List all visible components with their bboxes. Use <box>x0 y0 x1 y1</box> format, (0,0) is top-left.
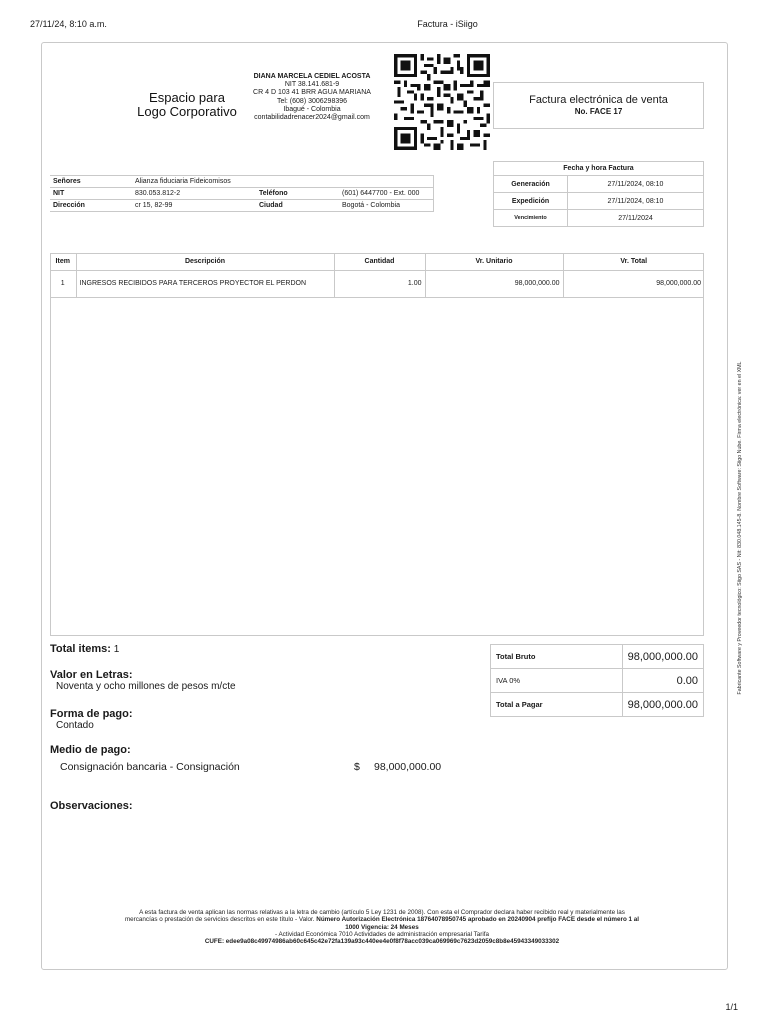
items-table-frame <box>50 253 704 636</box>
issuer-phone: Tel: (608) 3006298396 <box>276 97 348 105</box>
legal-authorization: Número Autorización Electrónica 18764078950745 aprobado en 20240904 prefijo FACE desde el número 1 al <box>316 916 640 924</box>
expedition-value: 27/11/2024, 08:10 <box>568 193 704 210</box>
client-name-label: Señores <box>50 176 132 188</box>
logo-placeholder-line1: Espacio para <box>149 90 225 105</box>
client-name-value: Alianza fiduciaria Fideicomisos <box>132 176 434 188</box>
document-number: No. FACE 17 <box>574 107 623 116</box>
legal-line-4: - Actividad Económica 7010 Actividades de administración empresarial Tarifa <box>274 930 490 938</box>
client-nit-label: NIT <box>50 188 132 200</box>
payment-form-label: Forma de pago: <box>50 708 133 720</box>
amount-in-words <box>50 669 236 692</box>
generation-value: 27/11/2024, 08:10 <box>568 176 704 193</box>
document-title: Factura electrónica de venta <box>529 94 668 106</box>
row-item-number: 1 <box>50 270 76 297</box>
row-total-value: 98,000,000.00 <box>563 270 704 297</box>
client-address-label: Dirección <box>50 200 132 212</box>
legal-line-2-text: mercancías o prestación de servicios descritos en este título - Valor. <box>124 916 315 924</box>
client-nit-value: 830.053.812-2 <box>132 188 256 200</box>
client-phone-value: (601) 6447700 - Ext. 000 <box>339 188 434 200</box>
client-city-value: Bogotá - Colombia <box>339 200 434 212</box>
col-header-item: Item <box>50 253 76 270</box>
invoice-sheet <box>41 42 743 970</box>
payment-means-label: Medio de pago: <box>50 744 131 756</box>
observations-label: Observaciones: <box>50 800 133 812</box>
document-title-box <box>493 82 704 129</box>
col-header-total-value: Vr. Total <box>563 253 704 270</box>
legal-line-2 <box>62 916 702 923</box>
client-address-value: cr 15, 82-99 <box>132 200 256 212</box>
issuer-nit: NIT 38.141.681-9 <box>284 81 340 89</box>
gross-total-label: Total Bruto <box>491 645 623 669</box>
client-info-table <box>50 175 434 212</box>
client-phone-label: Teléfono <box>256 188 339 200</box>
software-provider-note: Fabricante Software y Proveedor tecnológico: Siigo SAS - Nit: 830.048.145-8. Nombre Software: Siigo Nube. Firma electrónica: ver en el XML <box>737 361 743 695</box>
print-datetime: 27/11/24, 8:10 a.m. <box>30 19 107 29</box>
issuer-info <box>237 73 387 122</box>
client-row-nit <box>50 188 434 200</box>
legal-footer <box>62 909 702 945</box>
col-header-unit-value: Vr. Unitario <box>425 253 563 270</box>
browser-print-header <box>0 19 768 33</box>
total-items-value: 1 <box>113 644 120 655</box>
items-header-row <box>50 253 704 270</box>
row-quantity: 1.00 <box>334 270 425 297</box>
logo-placeholder-line2: Logo Corporativo <box>137 104 237 119</box>
total-items <box>50 643 119 655</box>
total-to-pay-label: Total a Pagar <box>491 693 623 717</box>
print-page-number: 1/1 <box>725 1002 738 1012</box>
payment-form-value: Contado <box>56 720 94 731</box>
amount-words-value: Noventa y ocho millones de pesos m/cte <box>56 681 236 692</box>
col-header-quantity: Cantidad <box>334 253 425 270</box>
gross-total-value: 98,000,000.00 <box>622 645 703 669</box>
totals-row-gross <box>491 645 704 669</box>
totals-row-pay <box>491 693 704 717</box>
row-unit-value: 98,000,000.00 <box>425 270 563 297</box>
col-header-description: Descripción <box>76 253 334 270</box>
total-to-pay-value: 98,000,000.00 <box>622 693 703 717</box>
legal-cufe: CUFE: edee9a08c49974986ab60c645c42e72fa139a93c440ee4e0f8f78acc039ca069969c7623d2059c8b8e45943349033302 <box>204 938 560 946</box>
legal-line-3 <box>62 924 702 931</box>
issuer-name: DIANA MARCELA CEDIEL ACOSTA <box>253 73 371 80</box>
client-row-address <box>50 200 434 212</box>
payment-form <box>50 708 133 731</box>
totals-row-iva <box>491 669 704 693</box>
iva-value: 0.00 <box>622 669 703 693</box>
due-label: Vencimiento <box>494 210 568 227</box>
amount-words-label: Valor en Letras: <box>50 669 133 681</box>
total-items-label: Total items: <box>50 643 111 655</box>
iva-label: IVA 0% <box>491 669 623 693</box>
dates-row-due <box>494 210 704 227</box>
dates-header: Fecha y hora Factura <box>494 162 704 176</box>
table-row <box>50 270 704 297</box>
client-row-name <box>50 176 434 188</box>
invoice-dates-table <box>493 161 704 227</box>
issuer-email: contabilidadrenacer2024@gmail.com <box>254 114 370 122</box>
dates-row-expedition <box>494 193 704 210</box>
due-value: 27/11/2024 <box>568 210 704 227</box>
payment-means-value: Consignación bancaria - Consignación <box>60 761 240 773</box>
print-page-title: Factura - iSiigo <box>417 19 478 29</box>
payment-means <box>50 744 131 756</box>
items-table <box>50 253 704 298</box>
legal-line-1: A esta factura de venta aplican las normas relativas a la letra de cambio (artículo 5 Ley 1231 de 2008). Con esta el Comprador declara haber recibido real y materialmente las <box>139 909 625 916</box>
legal-validity: 1000 Vigencia: 24 Meses <box>345 923 419 931</box>
expedition-label: Expedición <box>494 193 568 210</box>
qr-code-icon <box>394 53 490 151</box>
client-city-label: Ciudad <box>256 200 339 212</box>
generation-label: Generación <box>494 176 568 193</box>
payment-currency: $ <box>354 761 360 773</box>
row-description: INGRESOS RECIBIDOS PARA TERCEROS PROYECTOR EL PERDON <box>76 270 334 297</box>
issuer-city: Ibagué - Colombia <box>283 105 341 113</box>
issuer-address: CR 4 D 103 41 BRR AGUA MARIANA <box>253 89 371 97</box>
totals-table <box>490 644 704 717</box>
logo-placeholder <box>122 91 252 119</box>
payment-amount: 98,000,000.00 <box>374 761 442 773</box>
dates-row-generation <box>494 176 704 193</box>
